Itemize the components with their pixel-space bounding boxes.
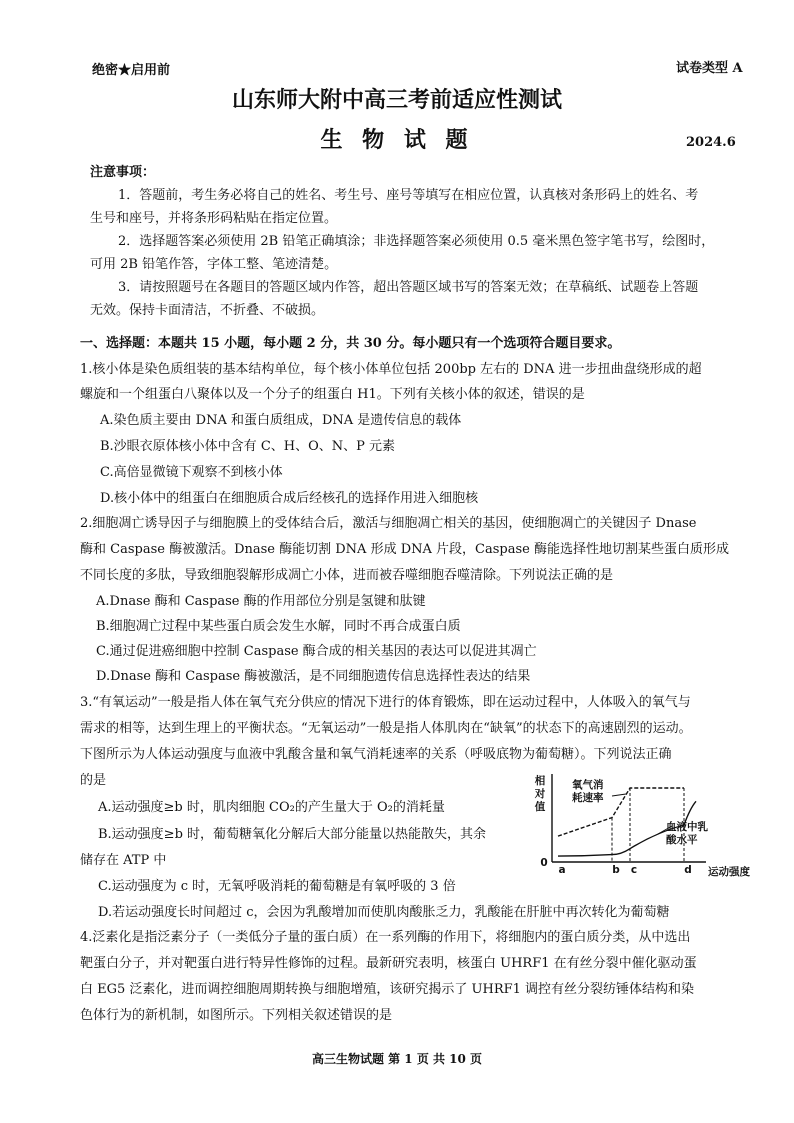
- exam-title: 山东师大附中高三考前适应性测试: [231, 87, 562, 113]
- question-2-stem: 酶和 Caspase 酶被激活。Dnase 酶能切割 DNA 形成 DNA 片段，Caspase 酶能选择性地切割某些蛋白质形成: [80, 542, 729, 557]
- x-tick-label-a: a: [558, 864, 566, 876]
- question-1-option-c: C.高倍显微镜下观察不到核小体: [100, 465, 283, 480]
- question-1-option-b: B.沙眼衣原体核小体中含有 C、H、O、N、P 元素: [100, 439, 396, 454]
- series-2-label-line: 酸水平: [666, 834, 698, 846]
- exercise-intensity-chart: [528, 772, 760, 882]
- question-1-stem: 螺旋和一个组蛋白八聚体以及一个分子的组蛋白 H1。下列有关核小体的叙述，错误的是: [80, 387, 585, 402]
- question-3-stem: 3.“有氧运动”一般是指人体在氧气充分供应的情况下进行的体育锻炼，即在运动过程中，人体吸入的氧气与: [80, 695, 691, 710]
- series-1-label-line: 氧气消: [572, 779, 604, 791]
- question-1-stem: 1.核小体是染色质组装的基本结构单位，每个核小体单位包括 200bp 左右的 DNA 进一步扭曲盘绕形成的超: [80, 362, 702, 377]
- exam-date: 2024.6: [686, 135, 736, 150]
- question-3-option-b: B.运动强度≥b 时，葡萄糖氧化分解后大部分能量以热能散失，其余: [98, 827, 487, 842]
- question-2-option-a: A.Dnase 酶和 Caspase 酶的作用部位分别是氢键和肽键: [96, 594, 426, 609]
- series-1-label-line: 耗速率: [572, 792, 604, 804]
- notes-heading: 注意事项：: [90, 165, 156, 180]
- question-3-stem: 的是: [80, 773, 107, 788]
- note-line: 无效。保持卡面清洁，不折叠、不破损。: [90, 303, 325, 318]
- page-footer: 高三生物试题 第 1 页 共 10 页: [311, 1052, 483, 1066]
- question-2-option-c: C.通过促进癌细胞中控制 Caspase 酶合成的相关基因的表达可以促进其凋亡: [96, 644, 537, 659]
- question-3-option-a: A.运动强度≥b 时，肌肉细胞 CO₂的产生量大于 O₂的消耗量: [98, 800, 445, 815]
- paper-type: 试卷类型 A: [676, 61, 743, 76]
- series-2-label-line: 血液中乳: [666, 821, 708, 833]
- section-heading: 一、选择题：本题共 15 小题，每小题 2 分，共 30 分。每小题只有一个选项符合题目要求。: [80, 336, 621, 351]
- confidential-mark: 绝密★启用前: [92, 63, 171, 78]
- question-4-stem: 4.泛素化是指泛素分子（一类低分子量的蛋白质）在一系列酶的作用下，将细胞内的蛋白质分类，从中选出: [80, 930, 691, 945]
- question-2-stem: 不同长度的多肽，导致细胞裂解形成凋亡小体，进而被吞噬细胞吞噬清除。下列说法正确的是: [80, 568, 614, 583]
- question-3-stem: 下图所示为人体运动强度与血液中乳酸含量和氧气消耗速率的关系（呼吸底物为葡萄糖）。下列说法正确: [80, 747, 672, 762]
- question-3-option-b-cont: 储存在 ATP 中: [80, 853, 167, 868]
- question-2-option-d: D.Dnase 酶和 Caspase 酶被激活，是不同细胞遗传信息选择性表达的结果: [96, 669, 531, 684]
- question-4-stem: 靶蛋白分子，并对靶蛋白进行特异性修饰的过程。最新研究表明，核蛋白 UHRF1 在有丝分裂中催化驱动蛋: [80, 956, 697, 971]
- note-line: 3．请按照题号在各题目的答题区域内作答，超出答题区域书写的答案无效；在草稿纸、试题卷上答题: [118, 280, 699, 295]
- y-axis-label-char: 相: [534, 775, 546, 787]
- question-1-option-a: A.染色质主要由 DNA 和蛋白质组成，DNA 是遗传信息的载体: [100, 413, 462, 428]
- x-axis-label: 运动强度: [708, 866, 750, 878]
- x-tick-label-b: b: [612, 864, 620, 876]
- origin-label: 0: [540, 857, 548, 869]
- question-3-option-d: D.若运动强度长时间超过 c，会因为乳酸增加而使肌肉酸胀乏力，乳酸能在肝脏中再次转化为葡萄糖: [98, 905, 670, 920]
- question-1-option-d: D.核小体中的组蛋白在细胞质合成后经核孔的选择作用进入细胞核: [100, 491, 479, 506]
- note-line: 生号和座号，并将条形码粘贴在指定位置。: [90, 211, 338, 226]
- subject-title: 生 物 试 题: [320, 127, 474, 153]
- question-3-option-c: C.运动强度为 c 时，无氧呼吸消耗的葡萄糖是有氧呼吸的 3 倍: [98, 879, 456, 894]
- x-tick-label-d: d: [684, 864, 692, 876]
- note-line: 2．选择题答案必须使用 2B 铅笔正确填涂；非选择题答案必须使用 0.5 毫米黑色签字笔书写，绘图时，: [118, 234, 715, 249]
- note-line: 可用 2B 铅笔作答，字体工整、笔迹清楚。: [90, 257, 338, 272]
- note-line: 1．答题前，考生务必将自己的姓名、考生号、座号等填写在相应位置，认真核对条形码上的姓名、考: [118, 188, 699, 203]
- question-4-stem: 白 EG5 泛素化，进而调控细胞周期转换与细胞增殖，该研究揭示了 UHRF1 调控有丝分裂纺锤体结构和染: [80, 982, 695, 997]
- y-axis-label-char: 值: [534, 801, 546, 813]
- x-tick-label-c: c: [630, 864, 638, 876]
- question-2-option-b: B.细胞凋亡过程中某些蛋白质会发生水解，同时不再合成蛋白质: [96, 619, 461, 634]
- question-2-stem: 2.细胞凋亡诱导因子与细胞膜上的受体结合后，激活与细胞凋亡相关的基因，使细胞凋亡的关键因子 Dnase: [80, 516, 697, 531]
- question-4-stem: 色体行为的新机制，如图所示。下列相关叙述错误的是: [80, 1008, 393, 1023]
- series-1-leader-line: [612, 794, 626, 796]
- y-axis-label-char: 对: [534, 788, 546, 800]
- question-3-stem: 需求的相等，达到生理上的平衡状态。“无氧运动”一般是指人体肌肉在“缺氧”的状态下的高速剧烈的运动。: [80, 721, 692, 736]
